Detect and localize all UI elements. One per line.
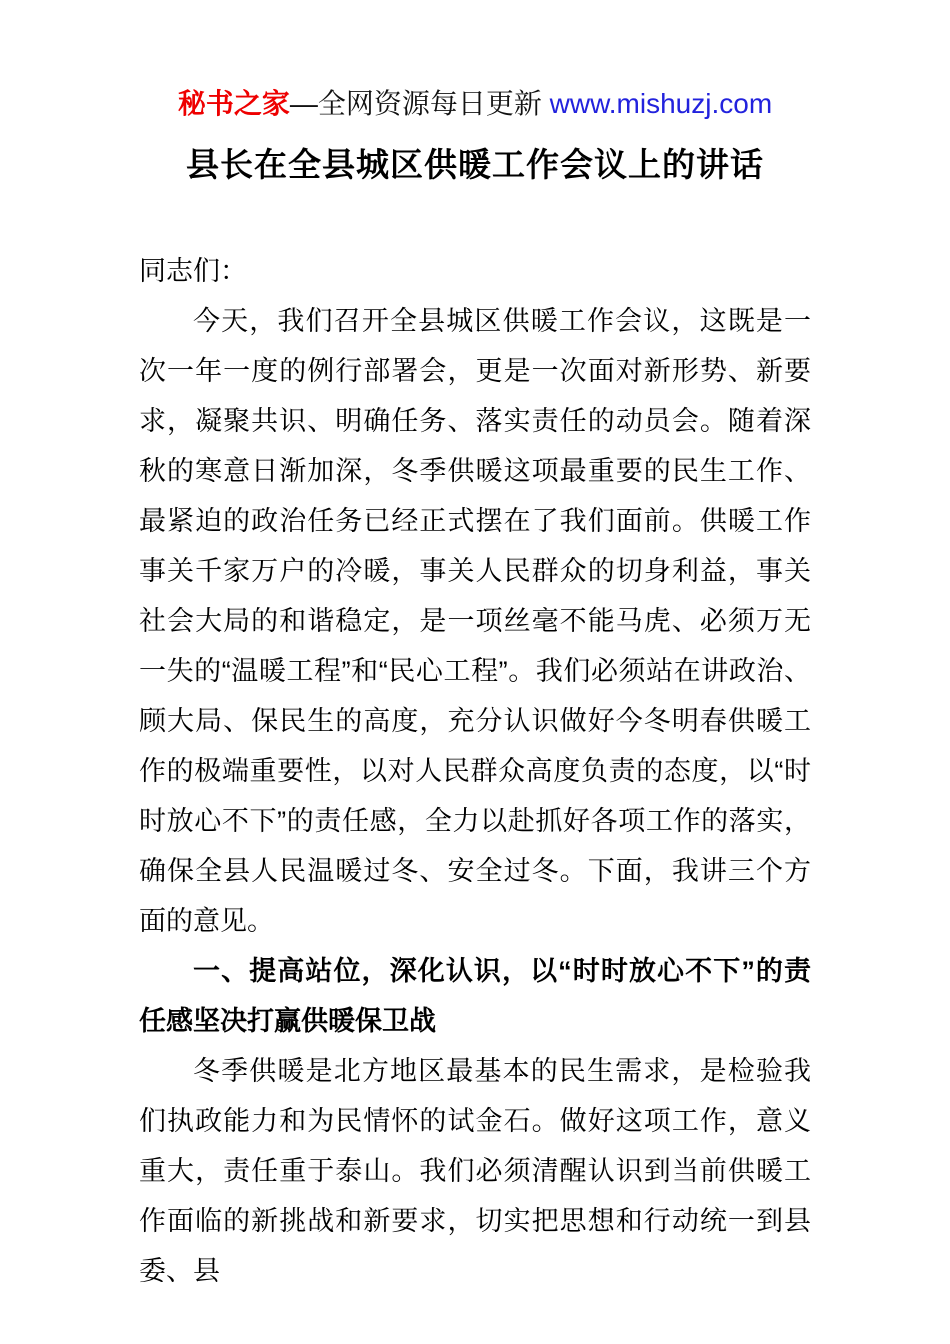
salutation-paragraph: 同志们： <box>139 256 247 286</box>
header-tagline: —全网资源每日更新 <box>289 88 550 119</box>
page-title: 县长在全县城区供暖工作会议上的讲话 <box>186 146 764 183</box>
site-header <box>0 86 950 122</box>
brand-text: 秘书之家 <box>177 88 290 119</box>
document-body <box>139 246 811 1296</box>
body-paragraph: 今天，我们召开全县城区供暖工作会议，这既是一次一年一度的例行部署会，更是一次面对新形势、新要求，凝聚共识、明确任务、落实责任的动员会。随着深秋的寒意日渐加深，冬季供暖这项最重要的民生工作、最紧迫的政治任务已经正式摆在了我们面前。供暖工作事关千家万户的冷暖，事关人民群众的切身利益，事关社会大局的和谐稳定，是一项丝毫不能马虎、必须万无一失的“温暖工程”和“民心工程”。我们必须站在讲政治、顾大局、保民生的高度，充分认识做好今冬明春供暖工作的极端重要性，以对人民群众高度负责的态度，以“时时放心不下”的责任感，全力以赴抓好各项工作的落实，确保全县人民温暖过冬、安全过冬。下面，我讲三个方面的意见。 <box>139 306 811 936</box>
section-heading: 一、提高站位，深化认识，以“时时放心不下”的责任感坚决打赢供暖保卫战 <box>139 956 811 1036</box>
body-paragraph: 冬季供暖是北方地区最基本的民生需求，是检验我们执政能力和为民情怀的试金石。做好这项工作，意义重大，责任重于泰山。我们必须清醒认识到当前供暖工作面临的新挑战和新要求，切实把思想和行动统一到县委、县 <box>139 1056 811 1286</box>
site-url-link[interactable]: www.mishuzj.com <box>549 88 773 119</box>
